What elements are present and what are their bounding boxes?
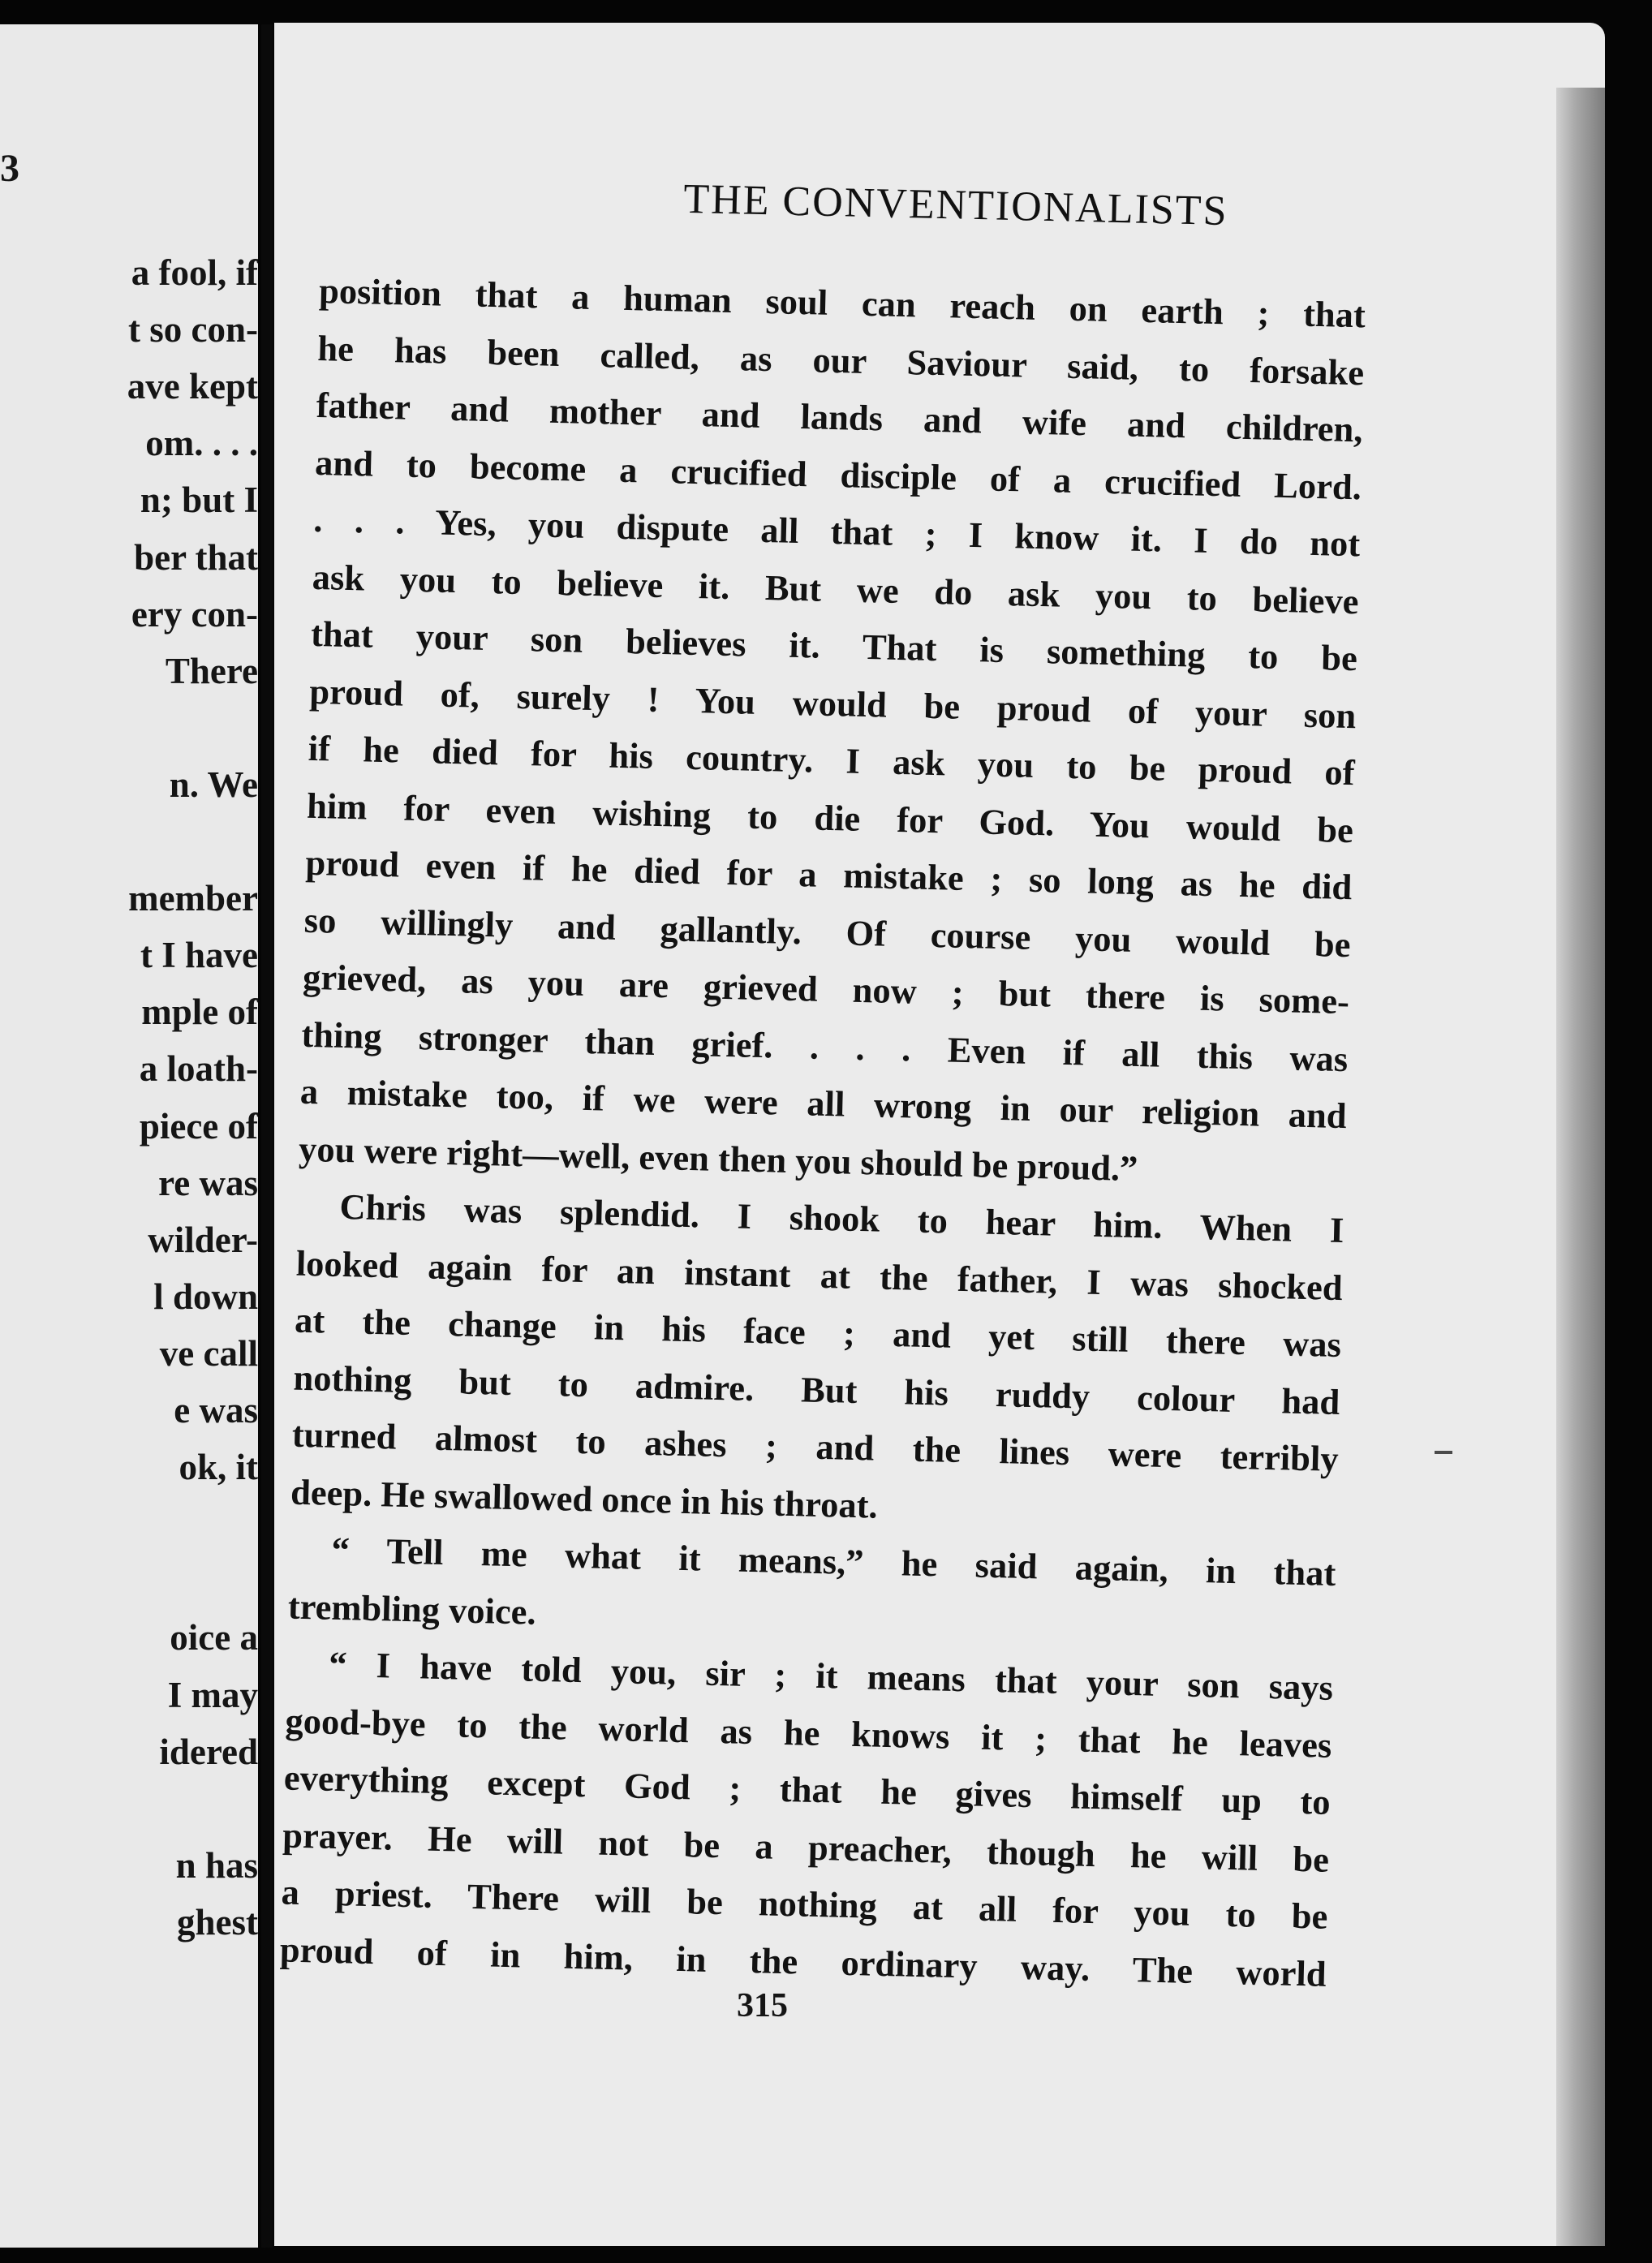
left-page-line: ave kept	[127, 366, 258, 407]
text-line: so willingly and gallantly. Of course you would be	[303, 899, 1352, 965]
left-page-line: There	[165, 650, 258, 691]
page-edge-shadow	[1556, 88, 1605, 2246]
left-page-line: t so con-	[128, 309, 258, 351]
text-line: deep. He swallowed once in his throat.	[290, 1471, 879, 1526]
left-page-line: om. . . .	[145, 423, 258, 464]
left-page-line: oice a	[170, 1617, 258, 1659]
text-line: “ Tell me what it means,” he said again, in that	[331, 1529, 1336, 1594]
text-line: prayer. He will not be a preacher, though he will be	[282, 1813, 1330, 1880]
running-head: THE CONVENTIONALISTS	[682, 175, 1229, 235]
text-line: trembling voice.	[287, 1585, 537, 1633]
text-line: proud even if he died for a mistake ; so long as he did	[304, 841, 1353, 908]
left-page-line: ghest	[177, 1901, 258, 1942]
text-line: that your son believes it. That is something to be	[310, 613, 1358, 679]
text-line: at the change in his face ; and yet still there was	[294, 1299, 1342, 1366]
text-line: good-bye to the world as he knows it ; that he leaves	[285, 1700, 1332, 1766]
text-line: turned almost to ashes ; and the lines were terribly	[291, 1413, 1340, 1479]
body-text	[279, 262, 1366, 2003]
left-page-line: ok, it	[179, 1447, 258, 1488]
left-page-line: ery con-	[131, 593, 258, 635]
text-line: you were right—well, even then you should be proud.”	[298, 1128, 1138, 1189]
text-line: if he died for his country. I ask you to be proud of	[308, 727, 1356, 794]
left-page-line: n; but I	[140, 480, 258, 521]
left-page-line: l down	[153, 1276, 258, 1317]
left-page-line: mple of	[141, 992, 258, 1033]
left-page-line: re was	[158, 1162, 258, 1203]
text-line: nothing but to admire. But his ruddy colour had	[293, 1357, 1340, 1422]
left-page-line: n. We	[169, 764, 258, 805]
left-page-fragment	[0, 24, 258, 2248]
scan-artifact	[1435, 1451, 1452, 1454]
left-page-line: ber that	[134, 536, 258, 578]
left-page-line: t I have	[140, 935, 258, 976]
main-page	[274, 23, 1605, 2246]
text-line: proud of, surely ! You would be proud of your son	[308, 670, 1357, 736]
text-line: grieved, as you are grieved now ; but there is some-	[302, 956, 1350, 1022]
left-page-line: a fool, if	[131, 252, 258, 293]
text-line: “ I have told you, sir ; it means that your son says	[328, 1643, 1334, 1708]
text-line: he has been called, as our Saviour said, to forsake	[316, 327, 1365, 393]
text-line: a priest. There will be nothing at all for you to be	[281, 1871, 1328, 1937]
text-line: everything except God ; that he gives himself up to	[283, 1757, 1331, 1822]
text-line: looked again for an instant at the father, I was shocked	[295, 1242, 1344, 1308]
text-line: position that a human soul can reach on earth ; that	[318, 269, 1366, 336]
page-number: 315	[737, 1987, 788, 2024]
left-page-line: piece of	[139, 1105, 258, 1147]
text-line: . . . Yes, you dispute all that ; I know it. I do not	[312, 498, 1361, 565]
left-page-line: n has	[175, 1844, 258, 1886]
left-page-line: member	[128, 878, 258, 919]
text-line: Chris was splendid. I shook to hear him. When I	[338, 1185, 1344, 1251]
left-page-line: ve call	[159, 1332, 258, 1374]
text-line: proud of in him, in the ordinary way. The world	[279, 1928, 1327, 1994]
left-page-line: a loath-	[139, 1048, 258, 1090]
text-line: ask you to believe it. But we do ask you to believe	[312, 556, 1360, 622]
left-page-line: idered	[159, 1731, 258, 1772]
text-line: and to become a crucified disciple of a crucified Lord.	[314, 441, 1362, 507]
text-line: father and mother and lands and wife and children,	[316, 384, 1364, 450]
left-page-mark: 3	[0, 147, 19, 190]
page-gutter	[261, 24, 273, 2248]
left-page-line: wilder-	[148, 1219, 258, 1260]
text-line: him for even wishing to die for God. You would be	[306, 785, 1354, 850]
left-page-line: e was	[174, 1390, 258, 1431]
left-page-line: I may	[167, 1674, 258, 1715]
text-line: thing stronger than grief. . . . Even if all this was	[300, 1013, 1349, 1079]
text-line: a mistake too, if we were all wrong in our religion and	[299, 1070, 1348, 1137]
